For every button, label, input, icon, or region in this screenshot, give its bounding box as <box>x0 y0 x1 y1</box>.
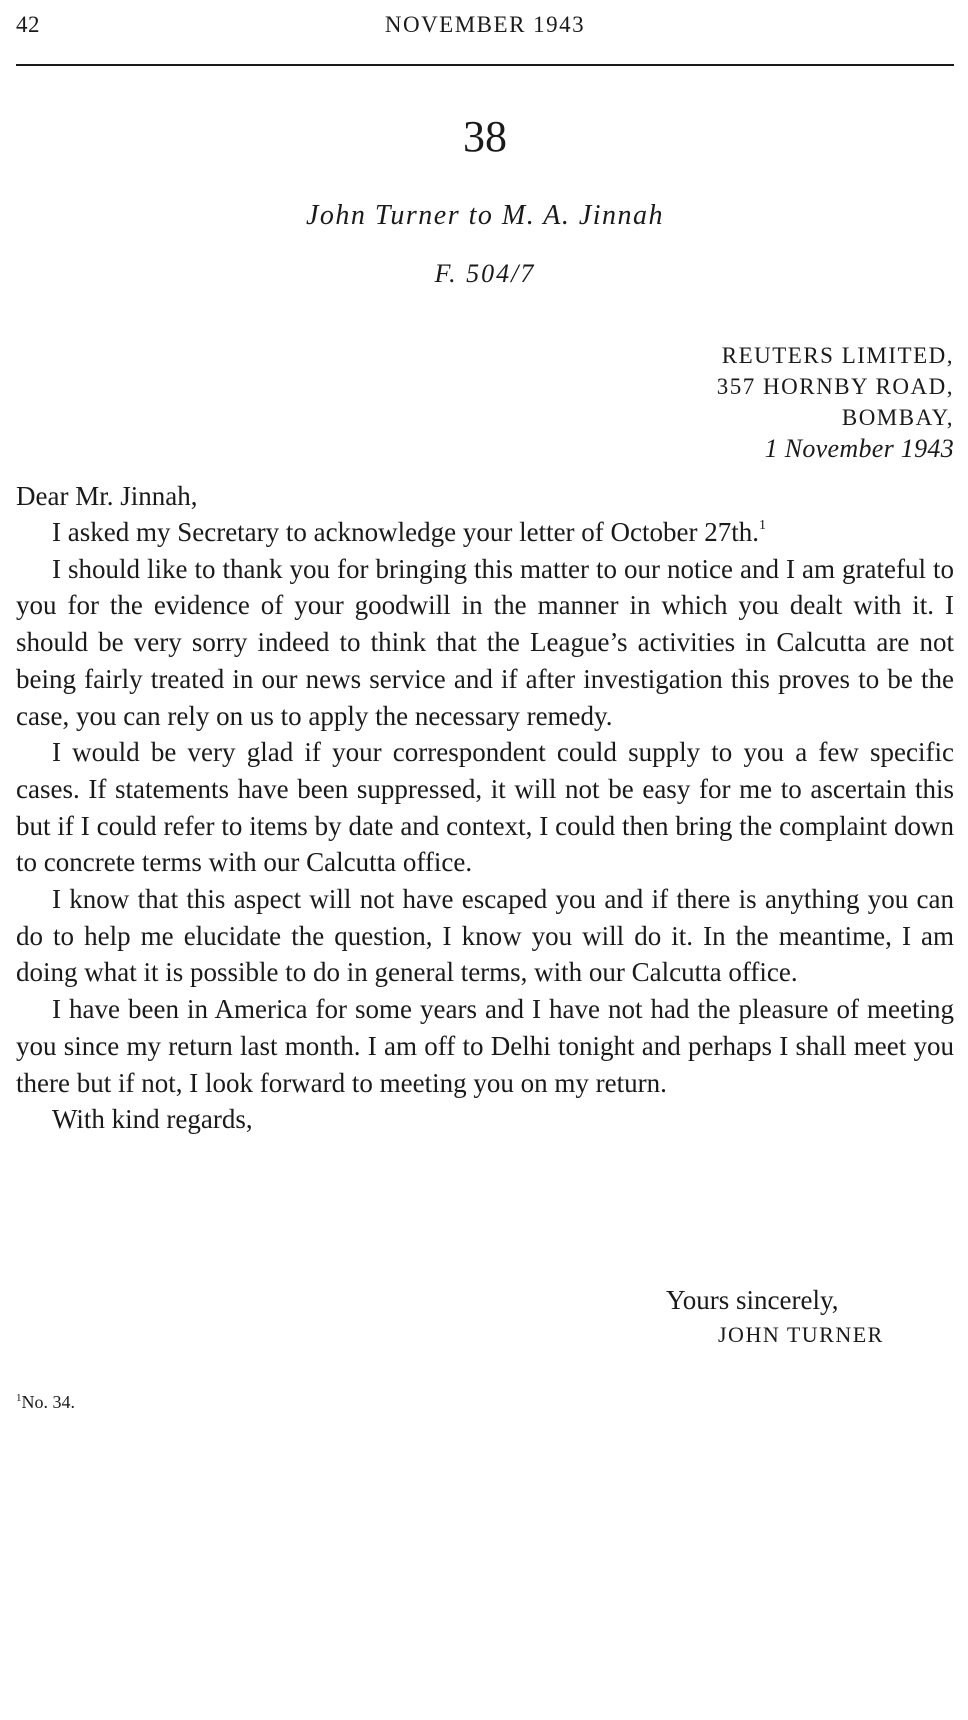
salutation: Dear Mr. Jinnah, <box>16 481 198 511</box>
paragraph: I would be very glad if your correspondent could supply to you a few specific cases. If statements have been suppressed, it will not be easy for me to ascertain this but if I could refer to items by date and context, I could then bring the complaint down to concrete terms with our Calcutta office. <box>16 737 954 878</box>
footnote <box>16 1390 75 1414</box>
footnote-reference[interactable]: 1 <box>759 518 766 533</box>
header-rule <box>16 64 954 66</box>
paragraph: I should like to thank you for bringing this matter to our notice and I am grateful to you for the evidence of your goodwill in the manner in which you dealt with it. I should be very sorry indeed to think that the League’s activities in Calcutta are not being fairly treated in our news service and if after investigation this proves to be the case, you can rely on us to apply the necessary remedy. <box>16 553 954 731</box>
page-number: 42 <box>16 12 40 37</box>
running-title: NOVEMBER 1943 <box>384 12 586 37</box>
document-heading: John Turner to M. A. Jinnah <box>305 200 665 231</box>
signoff: Yours sincerely, <box>666 1285 839 1315</box>
running-header <box>16 12 954 42</box>
footnote-marker: 1 <box>16 1392 22 1404</box>
paragraph: I know that this aspect will not have escaped you and if there is anything you can do to help me elucidate the question, I know you will do it. In the meantime, I am doing what it is possible to do in general terms, with our Calcutta office. <box>16 884 954 988</box>
address-line: REUTERS LIMITED, <box>721 343 954 368</box>
paragraph: I have been in America for some years and I have not had the pleasure of meeting you since my return last month. I am off to Delhi tonight and perhaps I shall meet you there but if not, I look forward to meeting you on my return. <box>16 994 954 1098</box>
sender-address <box>717 340 954 464</box>
paragraph <box>16 514 954 551</box>
document-reference: F. 504/7 <box>434 259 536 288</box>
footnote-text: No. 34. <box>21 1392 75 1412</box>
letter-date: 1 November 1943 <box>764 434 954 463</box>
signature: JOHN TURNER <box>718 1322 884 1347</box>
document-number: 38 <box>463 112 507 161</box>
address-line: BOMBAY, <box>841 405 954 430</box>
letter-body <box>16 514 954 1138</box>
paragraph-text: I asked my Secretary to acknowledge your letter of October 27th. <box>52 517 759 547</box>
closing: With kind regards, <box>52 1104 253 1135</box>
address-line: 357 HORNBY ROAD, <box>716 374 954 399</box>
